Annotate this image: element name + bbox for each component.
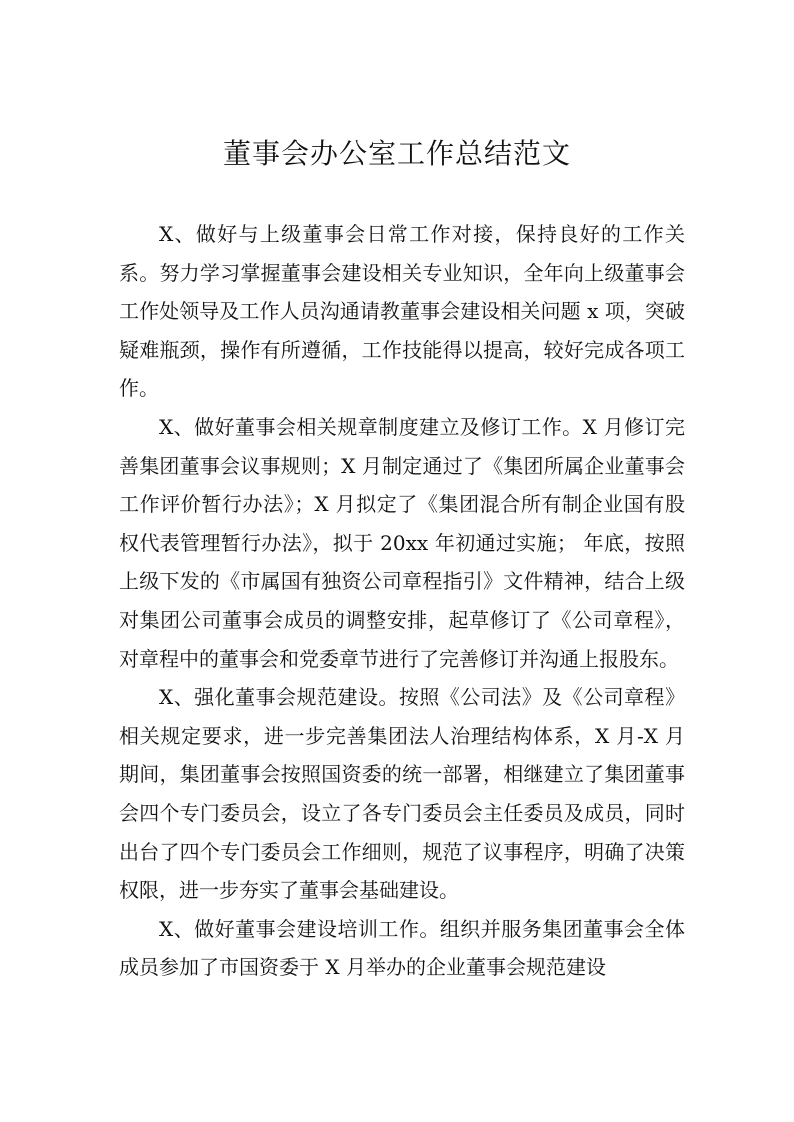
paragraph-2: X、做好董事会相关规章制度建立及修订工作。X 月修订完善集团董事会议事规则；X 月制定通过了《集团所属企业董事会工作评价暂行办法》；X 月拟定了《集团混合所有制企业国有股权代表管理暂行办法》，拟于 20xx 年初通过实施； 年底，按照上级下发的《市属国有独资公司章程指引》文件精神，结合上级对集团公司董事会成员的调整安排，起草修订了《公司章程》，对章程中的董事会和党委章节进行了完善修订并沟通上报股东。 — [119, 414, 685, 671]
paragraph-4: X、做好董事会建设培训工作。组织并服务集团董事会全体成员参加了市国资委于 X 月举办的企业董事会规范建设 — [119, 916, 685, 980]
paragraph-1: X、做好与上级董事会日常工作对接，保持良好的工作关系。努力学习掌握董事会建设相关专业知识，全年向上级董事会工作处领导及工作人员沟通请教董事会建设相关问题 x 项，突破疑难瓶颈，操作有所遵循，工作技能得以提高，较好完成各项工作。 — [119, 222, 685, 401]
paragraph-3: X、强化董事会规范建设。按照《公司法》及《公司章程》相关规定要求，进一步完善集团法人治理结构体系，X 月-X 月期间，集团董事会按照国资委的统一部署，相继建立了集团董事会四个专门委员会，设立了各专门委员会主任委员及成员，同时出台了四个专门委员会工作细则，规范了议事程序，明确了决策权限，进一步夯实了董事会基础建设。 — [119, 685, 685, 903]
document-title: 董事会办公室工作总结范文 — [222, 137, 571, 170]
document-body — [119, 215, 685, 987]
